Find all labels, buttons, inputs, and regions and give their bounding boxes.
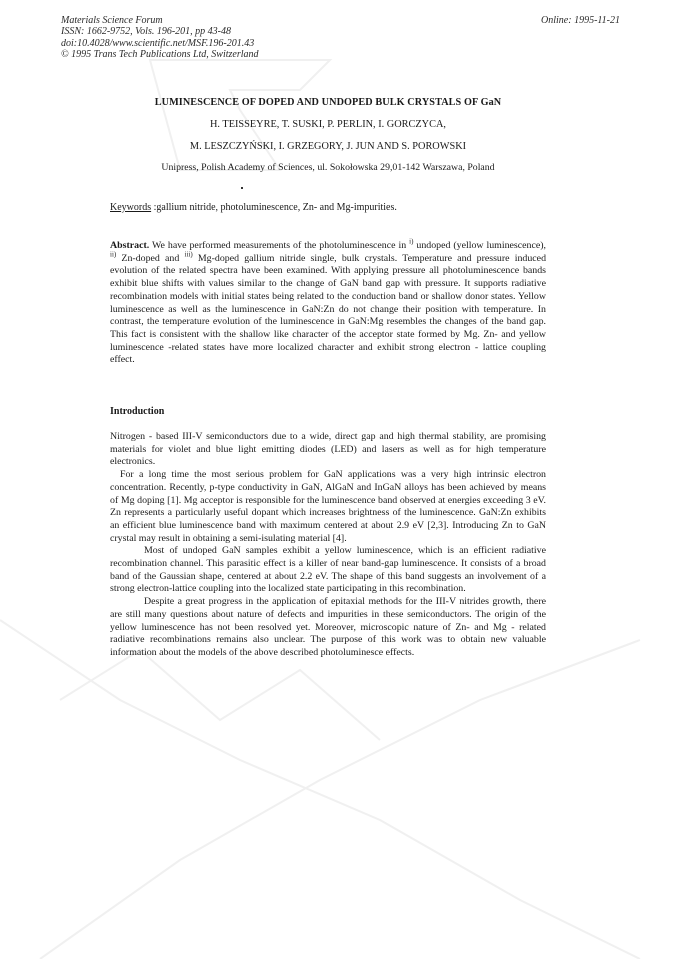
copyright-line: © 1995 Trans Tech Publications Ltd, Switzerland xyxy=(61,48,259,60)
introduction-heading: Introduction xyxy=(110,406,165,417)
affiliation: Unipress, Polish Academy of Sciences, ul. Sokołowska 29,01-142 Warszawa, Poland xyxy=(161,162,495,173)
introduction-body xyxy=(110,431,546,660)
intro-paragraph-2: For a long time the most serious problem for GaN applications was a very high intrinsic electron concentration. Recently, p-type conductivity in GaN, AlGaN and InGaN alloys has been achieved by means of Mg doping [1]. Mg acceptor is responsible for the luminescence band observed at energies exceeding 3 eV. Zn represents a particularly useful dopant which increases brightness of the luminescence. GaN:Zn exhibits an efficient blue luminescence band with maximum centered at about 2.9 eV [2,3]. Introducing Zn to GaN crystal may result in obtaining a semi-isulating material [4]. xyxy=(110,469,546,544)
authors-line-1: H. TEISSEYRE, T. SUSKI, P. PERLIN, I. GORCZYCA, xyxy=(210,119,446,130)
issn-line: ISSN: 1662-9752, Vols. 196-201, pp 43-48 xyxy=(61,26,231,38)
abstract-text-2: undoped (yellow luminescence), xyxy=(413,240,546,251)
keywords-label: Keywords xyxy=(110,202,152,213)
abstract-sup-3: iii) xyxy=(184,250,193,259)
abstract-sup-2: ii) xyxy=(110,250,117,259)
abstract xyxy=(110,237,547,367)
publication-header xyxy=(61,15,259,60)
online-date: Online: 1995-11-21 xyxy=(541,15,620,26)
abstract-text-1: We have performed measurements of the photoluminescence in xyxy=(149,240,410,251)
keywords-text: :gallium nitride, photoluminescence, Zn- and Mg-impurities. xyxy=(151,202,397,213)
keywords-line xyxy=(110,202,546,213)
abstract-text-4: Mg-doped gallium nitride single, bulk crystals. Temperature and pressure induced evolution of the related spectra have been examined. With applying pressure all photoluminescence bands exhibit blue shifts with values similar to the change of GaN band gap with pressure. It supports radiative recombination models with initial states being related to the conduction band or shallow donor states. Yellow luminescence as well as the luminescence in GaN:Zn do not change their position with temperature. In contrast, the temperature evolution of the luminescence in GaN:Mg resembles the changes of the band gap. This fact is consistent with the shallow like character of the acceptor state formed by Mg. Zn- and yellow luminescence -related states have more localized character and exhibit strong electron - lattice coupling effect. xyxy=(110,252,547,366)
abstract-label: Abstract. xyxy=(110,240,150,251)
authors-line-2: M. LESZCZYŃSKI, I. GRZEGORY, J. JUN AND S. POROWSKI xyxy=(189,141,467,152)
intro-paragraph-1: Nitrogen - based III-V semiconductors due to a wide, direct gap and high thermal stability, are promising materials for violet and blue light emitting diodes (LED) and lasers as well as for high temperature electronics. xyxy=(110,431,546,468)
doi-line: doi:10.4028/www.scientific.net/MSF.196-201.43 xyxy=(61,37,255,49)
intro-paragraph-4: Despite a great progress in the application of epitaxial methods for the III-V nitrides growth, there are still many questions about nature of defects and impurities in these semiconductors. The origin of the yellow luminescence has not been resolved yet. Moreover, microscopic nature of Zn- and Mg - related radiative recombinations remains also unclear. The purpose of this work was to obtain new valuable information about the models of the above described photoluminesce effects. xyxy=(110,596,546,658)
journal-name: Materials Science Forum xyxy=(61,15,163,26)
abstract-text-3: Zn-doped and xyxy=(116,252,185,264)
stray-mark xyxy=(241,187,243,189)
abstract-sup-1: i) xyxy=(409,237,414,246)
paper-title: LUMINESCENCE OF DOPED AND UNDOPED BULK CRYSTALS OF GaN xyxy=(154,97,502,108)
intro-paragraph-3: Most of undoped GaN samples exhibit a yellow luminescence, which is an efficient radiative recombination channel. This parasitic effect is a killer of near band-gap luminescence. It consists of a broad band of the Gaussian shape, centered at about 2.2 eV. The shape of this band suggests an involvement of a strong electron-lattice coupling into the localized state participating in this recombination. xyxy=(110,545,546,595)
